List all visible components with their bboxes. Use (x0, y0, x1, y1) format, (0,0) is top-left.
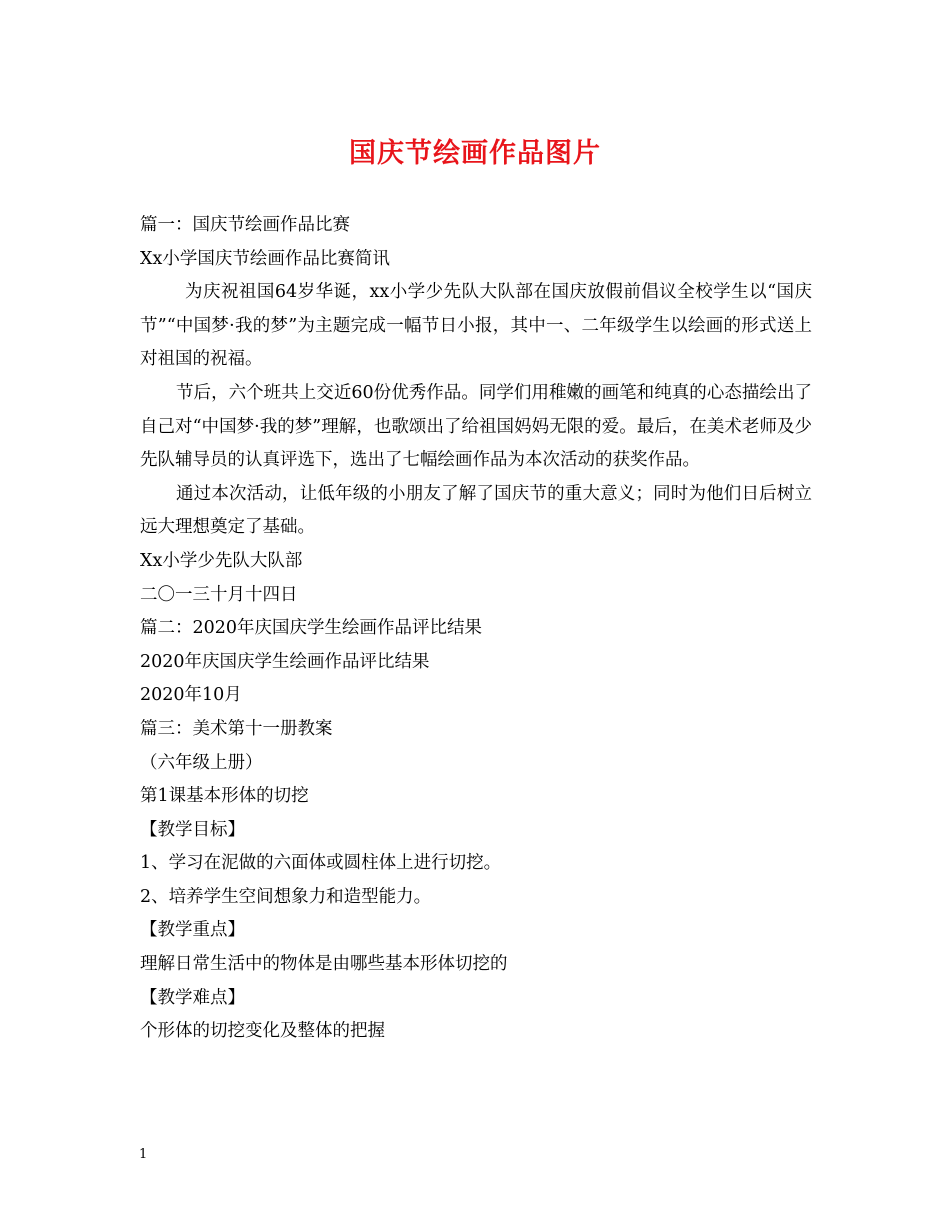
subheading: 2020年庆国庆学生绘画作品评比结果 (140, 651, 430, 672)
label-teaching-difficulty: 【教学难点】 (140, 987, 245, 1008)
page-number: 1 (139, 1147, 148, 1162)
grade-note: （六年级上册） (140, 752, 263, 773)
body-paragraph: 为庆祝祖国64岁华诞，xx小学少先队大队部在国庆放假前倡议全校学生以“国庆节”“中国梦·我的梦”为主题完成一幅节日小报，其中一、二年级学生以绘画的形式送上对祖国的祝福。 (140, 282, 812, 370)
lesson-title: 第1课基本形体的切挖 (140, 786, 309, 807)
section-heading-1: 篇一：国庆节绘画作品比赛 (140, 215, 350, 235)
signature-date: 二〇一三十月十四日 (140, 584, 298, 605)
list-item: 2、培养学生空间想象力和造型能力。 (140, 886, 432, 907)
document-title: 国庆节绘画作品图片 (349, 138, 601, 169)
section-heading-2: 篇二：2020年庆国庆学生绘画作品评比结果 (140, 618, 483, 639)
document-body (140, 209, 812, 1049)
label-teaching-goal: 【教学目标】 (140, 819, 245, 840)
section-heading-3: 篇三：美术第十一册教案 (140, 718, 333, 739)
body-line: 个形体的切挖变化及整体的把握 (140, 1021, 385, 1042)
list-item: 1、学习在泥做的六面体或圆柱体上进行切挖。 (140, 853, 502, 874)
body-paragraph: 通过本次活动，让低年级的小朋友了解了国庆节的重大意义；同时为他们日后树立远大理想奠定了基础。 (140, 483, 812, 538)
body-line: 理解日常生活中的物体是由哪些基本形体切挖的 (140, 954, 508, 975)
signature-org: Xx小学少先队大队部 (140, 550, 303, 571)
subheading: Xx小学国庆节绘画作品比赛简讯 (140, 248, 390, 269)
date-line: 2020年10月 (140, 685, 242, 706)
label-teaching-focus: 【教学重点】 (140, 920, 245, 941)
body-paragraph: 节后，六个班共上交近60份优秀作品。同学们用稚嫩的画笔和纯真的心态描绘出了自己对“中国梦·我的梦”理解，也歌颂出了给祖国妈妈无限的爱。最后，在美术老师及少先队辅导员的认真评选下，选出了七幅绘画作品为本次活动的获奖作品。 (140, 382, 812, 471)
